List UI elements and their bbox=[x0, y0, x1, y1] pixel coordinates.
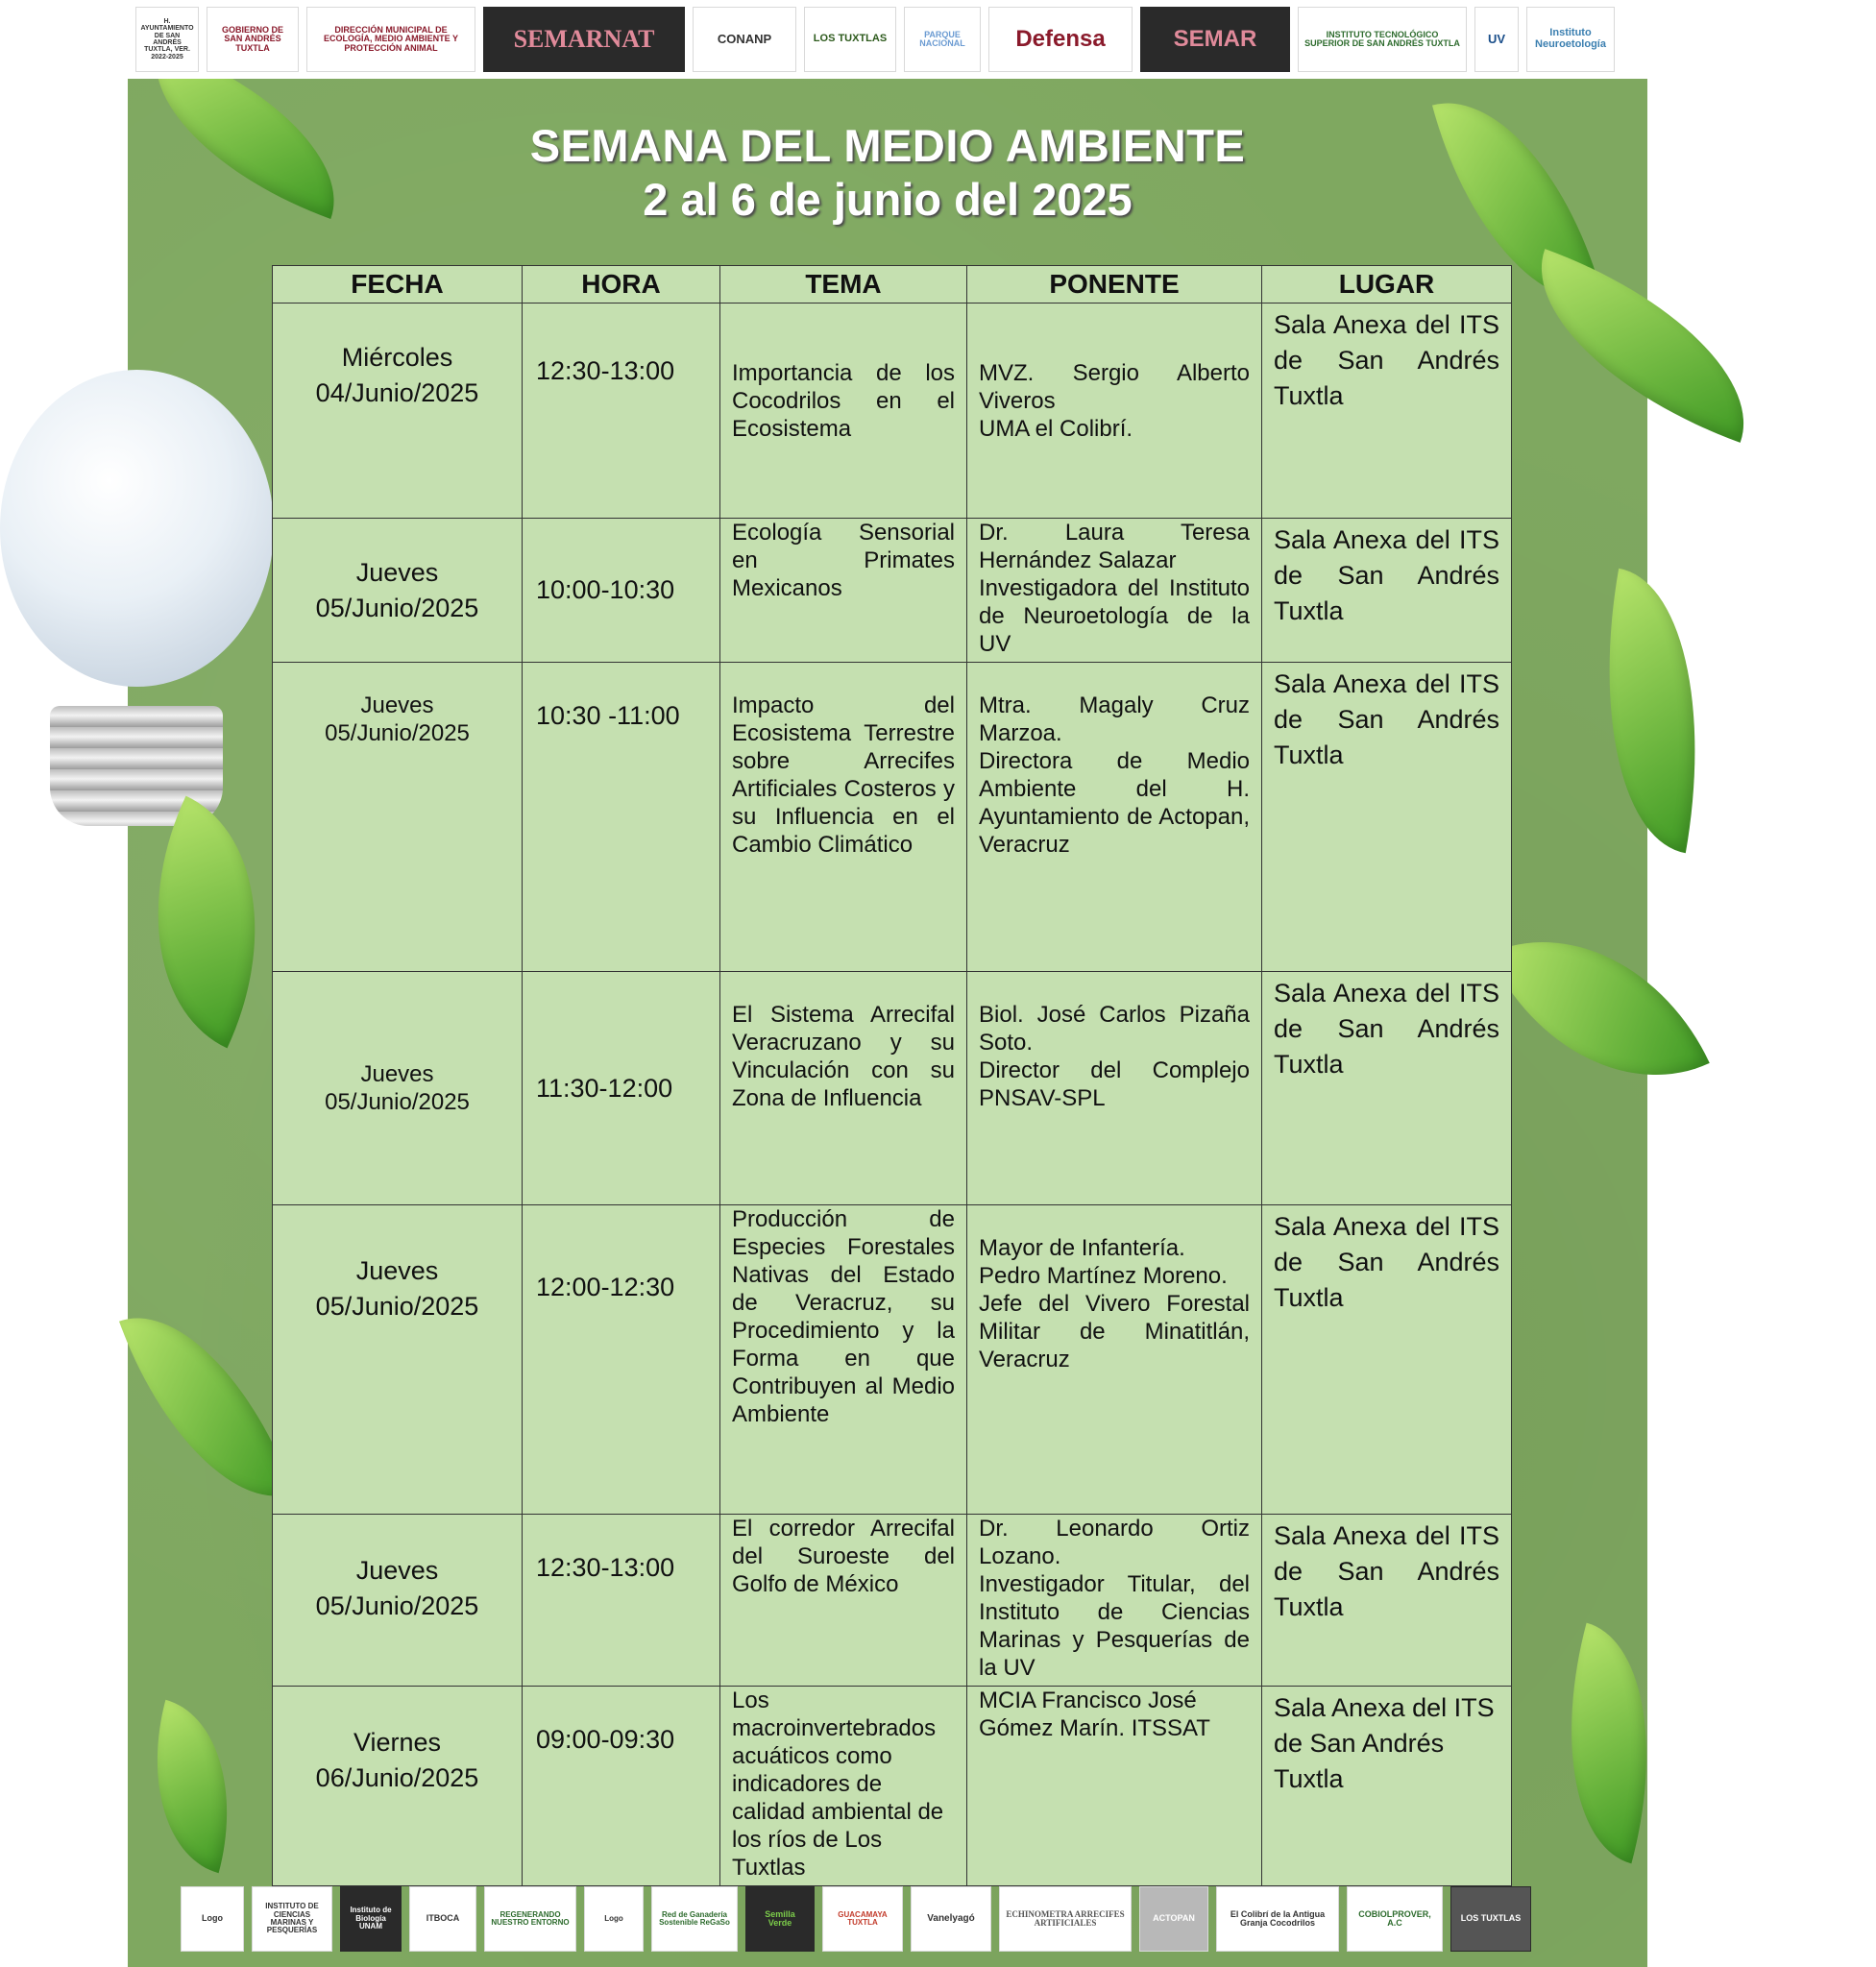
table-row bbox=[273, 1687, 1512, 1886]
echinometra-logo: ECHINOMETRA ARRECIFES ARTIFICIALES bbox=[999, 1886, 1132, 1952]
fecha-date: 05/Junio/2025 bbox=[325, 1089, 470, 1115]
tema-cell: Importancia de los Cocodrilos en el Ecosistema bbox=[720, 304, 967, 519]
uv-logo: UV bbox=[1474, 7, 1519, 72]
regenerando-logo: REGENERANDO NUESTRO ENTORNO bbox=[484, 1886, 576, 1952]
ponente-cell bbox=[967, 1515, 1262, 1687]
actopan-logo: ACTOPAN bbox=[1139, 1886, 1208, 1952]
ponente-line: UMA el Colibrí. bbox=[979, 416, 1133, 442]
table-row bbox=[273, 972, 1512, 1205]
cobiolprover-logo: COBIOLPROVER, A.C bbox=[1347, 1886, 1443, 1952]
event-title: SEMANA DEL MEDIO AMBIENTE bbox=[529, 120, 1246, 171]
ponente-line: Mayor de Infantería. bbox=[979, 1235, 1185, 1261]
fecha-date: 05/Junio/2025 bbox=[325, 720, 470, 746]
tema-cell: El corredor Arrecifal del Suroeste del Golfo de México bbox=[720, 1515, 967, 1687]
ponente-line: Investigadora del Instituto de Neuroetología de la UV bbox=[979, 575, 1250, 657]
partner-logo: Logo bbox=[181, 1886, 244, 1952]
tema-cell: Los macroinvertebrados acuáticos como indicadores de calidad ambiental de los ríos de Los Tuxtlas bbox=[720, 1687, 967, 1886]
lightbulb-illustration bbox=[0, 370, 274, 687]
fecha-cell bbox=[273, 1205, 523, 1515]
granja-cocodrilos-logo: El Colibrí de la Antigua Granja Cocodrilos bbox=[1216, 1886, 1339, 1952]
lugar-cell: Sala Anexa del ITS de San Andrés Tuxtla bbox=[1262, 1205, 1512, 1515]
lugar-cell: Sala Anexa del ITS de San Andrés Tuxtla bbox=[1262, 972, 1512, 1205]
fecha-cell bbox=[273, 1515, 523, 1687]
ponente-line: MVZ. Sergio Alberto Viveros bbox=[979, 360, 1250, 414]
table-header-row bbox=[273, 266, 1512, 304]
regaso-logo: Red de Ganadería Sostenible ReGaSo bbox=[651, 1886, 738, 1952]
neuroetologia-logo: Instituto Neuroetología bbox=[1526, 7, 1615, 72]
ponente-cell bbox=[967, 519, 1262, 663]
hora-cell: 12:30-13:00 bbox=[523, 1515, 720, 1687]
vanelyago-logo: Vanelyagó bbox=[911, 1886, 991, 1952]
fecha-date: 04/Junio/2025 bbox=[315, 378, 479, 407]
table-row bbox=[273, 1515, 1512, 1687]
ponente-cell bbox=[967, 972, 1262, 1205]
fecha-cell bbox=[273, 304, 523, 519]
ponente-line: Investigador Titular, del Instituto de Ciencias Marinas y Pesquerías de la UV bbox=[979, 1571, 1250, 1681]
ponente-cell bbox=[967, 1205, 1262, 1515]
hora-cell: 12:00-12:30 bbox=[523, 1205, 720, 1515]
lugar-cell: Sala Anexa del ITS de San Andrés Tuxtla bbox=[1262, 663, 1512, 972]
schedule-table bbox=[272, 265, 1512, 1886]
header-hora: HORA bbox=[523, 266, 720, 304]
hora-cell: 10:00-10:30 bbox=[523, 519, 720, 663]
ponente-line: Biol. José Carlos Pizaña Soto. bbox=[979, 1002, 1250, 1056]
ponente-line: Directora de Medio Ambiente del H. Ayuntamiento de Actopan, Veracruz bbox=[979, 748, 1250, 858]
los-tuxtlas-logo: LOS TUXTLAS bbox=[804, 7, 896, 72]
fecha-day: Viernes bbox=[353, 1728, 442, 1757]
fecha-day: Jueves bbox=[360, 1061, 434, 1087]
hora-cell: 12:30-13:00 bbox=[523, 304, 720, 519]
ponente-line: Dr. Leonardo Ortiz Lozano. bbox=[979, 1516, 1250, 1569]
table-row bbox=[273, 663, 1512, 972]
ib-unam-logo: Instituto de Biología UNAM bbox=[340, 1886, 402, 1952]
hora-cell: 09:00-09:30 bbox=[523, 1687, 720, 1886]
fecha-cell bbox=[273, 663, 523, 972]
hora-cell: 10:30 -11:00 bbox=[523, 663, 720, 972]
ponente-cell bbox=[967, 1687, 1262, 1886]
parque-nacional-logo: PARQUE NACIONAL bbox=[904, 7, 981, 72]
semarnat-logo: SEMARNAT bbox=[483, 7, 685, 72]
header-tema: TEMA bbox=[720, 266, 967, 304]
gobierno-san-andres-logo: GOBIERNO DE SAN ANDRÉS TUXTLA bbox=[207, 7, 299, 72]
fecha-date: 05/Junio/2025 bbox=[315, 593, 479, 622]
lugar-cell: Sala Anexa del ITS de San Andrés Tuxtla bbox=[1262, 519, 1512, 663]
lugar-cell: Sala Anexa del ITS de San Andrés Tuxtla bbox=[1262, 304, 1512, 519]
itboca-logo: ITBOCA bbox=[409, 1886, 476, 1952]
header-ponente: PONENTE bbox=[967, 266, 1262, 304]
lugar-cell: Sala Anexa del ITS de San Andrés Tuxtla bbox=[1262, 1687, 1512, 1886]
conanp-logo: CONANP bbox=[693, 7, 796, 72]
partner-logo: Logo bbox=[584, 1886, 644, 1952]
ponente-line: Mtra. Magaly Cruz Marzoa. bbox=[979, 692, 1250, 746]
its-san-andres-logo: INSTITUTO TECNOLÓGICO SUPERIOR DE SAN ANDRÉS TUXTLA bbox=[1298, 7, 1467, 72]
semilla-verde-logo: Semilla Verde bbox=[745, 1886, 815, 1952]
semar-logo: SEMAR bbox=[1140, 7, 1290, 72]
ponente-line: Jefe del Vivero Forestal Militar de Minatitlán, Veracruz bbox=[979, 1291, 1250, 1372]
direccion-ecologia-logo: DIRECCIÓN MUNICIPAL DE ECOLOGÍA, MEDIO AMBIENTE Y PROTECCIÓN ANIMAL bbox=[306, 7, 475, 72]
header-fecha: FECHA bbox=[273, 266, 523, 304]
guacamaya-logo: GUACAMAYA TUXTLA bbox=[822, 1886, 903, 1952]
tema-cell: Impacto del Ecosistema Terrestre sobre Arrecifes Artificiales Costeros y su Influencia en el Cambio Climático bbox=[720, 663, 967, 972]
tema-cell: Ecología Sensorial en Primates Mexicanos bbox=[720, 519, 967, 663]
fecha-cell bbox=[273, 972, 523, 1205]
top-logo-strip bbox=[128, 0, 1647, 79]
ponente-line: Director del Complejo PNSAV-SPL bbox=[979, 1057, 1250, 1111]
ponente-cell bbox=[967, 663, 1262, 972]
hora-cell: 11:30-12:00 bbox=[523, 972, 720, 1205]
defensa-logo: Defensa bbox=[988, 7, 1133, 72]
table-row bbox=[273, 304, 1512, 519]
fecha-date: 05/Junio/2025 bbox=[315, 1292, 479, 1321]
fecha-date: 06/Junio/2025 bbox=[315, 1763, 479, 1792]
fecha-cell bbox=[273, 1687, 523, 1886]
fecha-day: Jueves bbox=[355, 557, 439, 587]
ponente-line: Pedro Martínez Moreno. bbox=[979, 1263, 1228, 1289]
ponente-cell bbox=[967, 304, 1262, 519]
ponente-line: Dr. Laura Teresa Hernández Salazar bbox=[979, 520, 1250, 573]
tema-cell: El Sistema Arrecifal Veracruzano y su Vinculación con su Zona de Influencia bbox=[720, 972, 967, 1205]
los-tuxtlas-bottom-logo: LOS TUXTLAS bbox=[1450, 1886, 1531, 1952]
ayuntamiento-logo: H. AYUNTAMIENTO DE SAN ANDRÉS TUXTLA, VER. 2022-2025 bbox=[135, 7, 199, 72]
table-row bbox=[273, 1205, 1512, 1515]
icimap-logo: INSTITUTO DE CIENCIAS MARINAS Y PESQUERÍAS bbox=[252, 1886, 332, 1952]
header-lugar: LUGAR bbox=[1262, 266, 1512, 304]
fecha-date: 05/Junio/2025 bbox=[315, 1591, 479, 1620]
table-row bbox=[273, 519, 1512, 663]
fecha-day: Miércoles bbox=[341, 343, 453, 372]
fecha-day: Jueves bbox=[355, 1556, 439, 1585]
ponente-line: MCIA Francisco José Gómez Marín. ITSSAT bbox=[979, 1688, 1210, 1741]
event-dates: 2 al 6 de junio del 2025 bbox=[643, 174, 1133, 225]
fecha-cell bbox=[273, 519, 523, 663]
lugar-cell: Sala Anexa del ITS de San Andrés Tuxtla bbox=[1262, 1515, 1512, 1687]
tema-cell: Producción de Especies Forestales Nativas del Estado de Veracruz, su Procedimiento y la Forma en que Contribuyen al Medio Ambiente bbox=[720, 1205, 967, 1515]
fecha-day: Jueves bbox=[355, 1256, 439, 1285]
fecha-day: Jueves bbox=[360, 692, 434, 718]
bottom-logo-strip bbox=[173, 1882, 1595, 1955]
